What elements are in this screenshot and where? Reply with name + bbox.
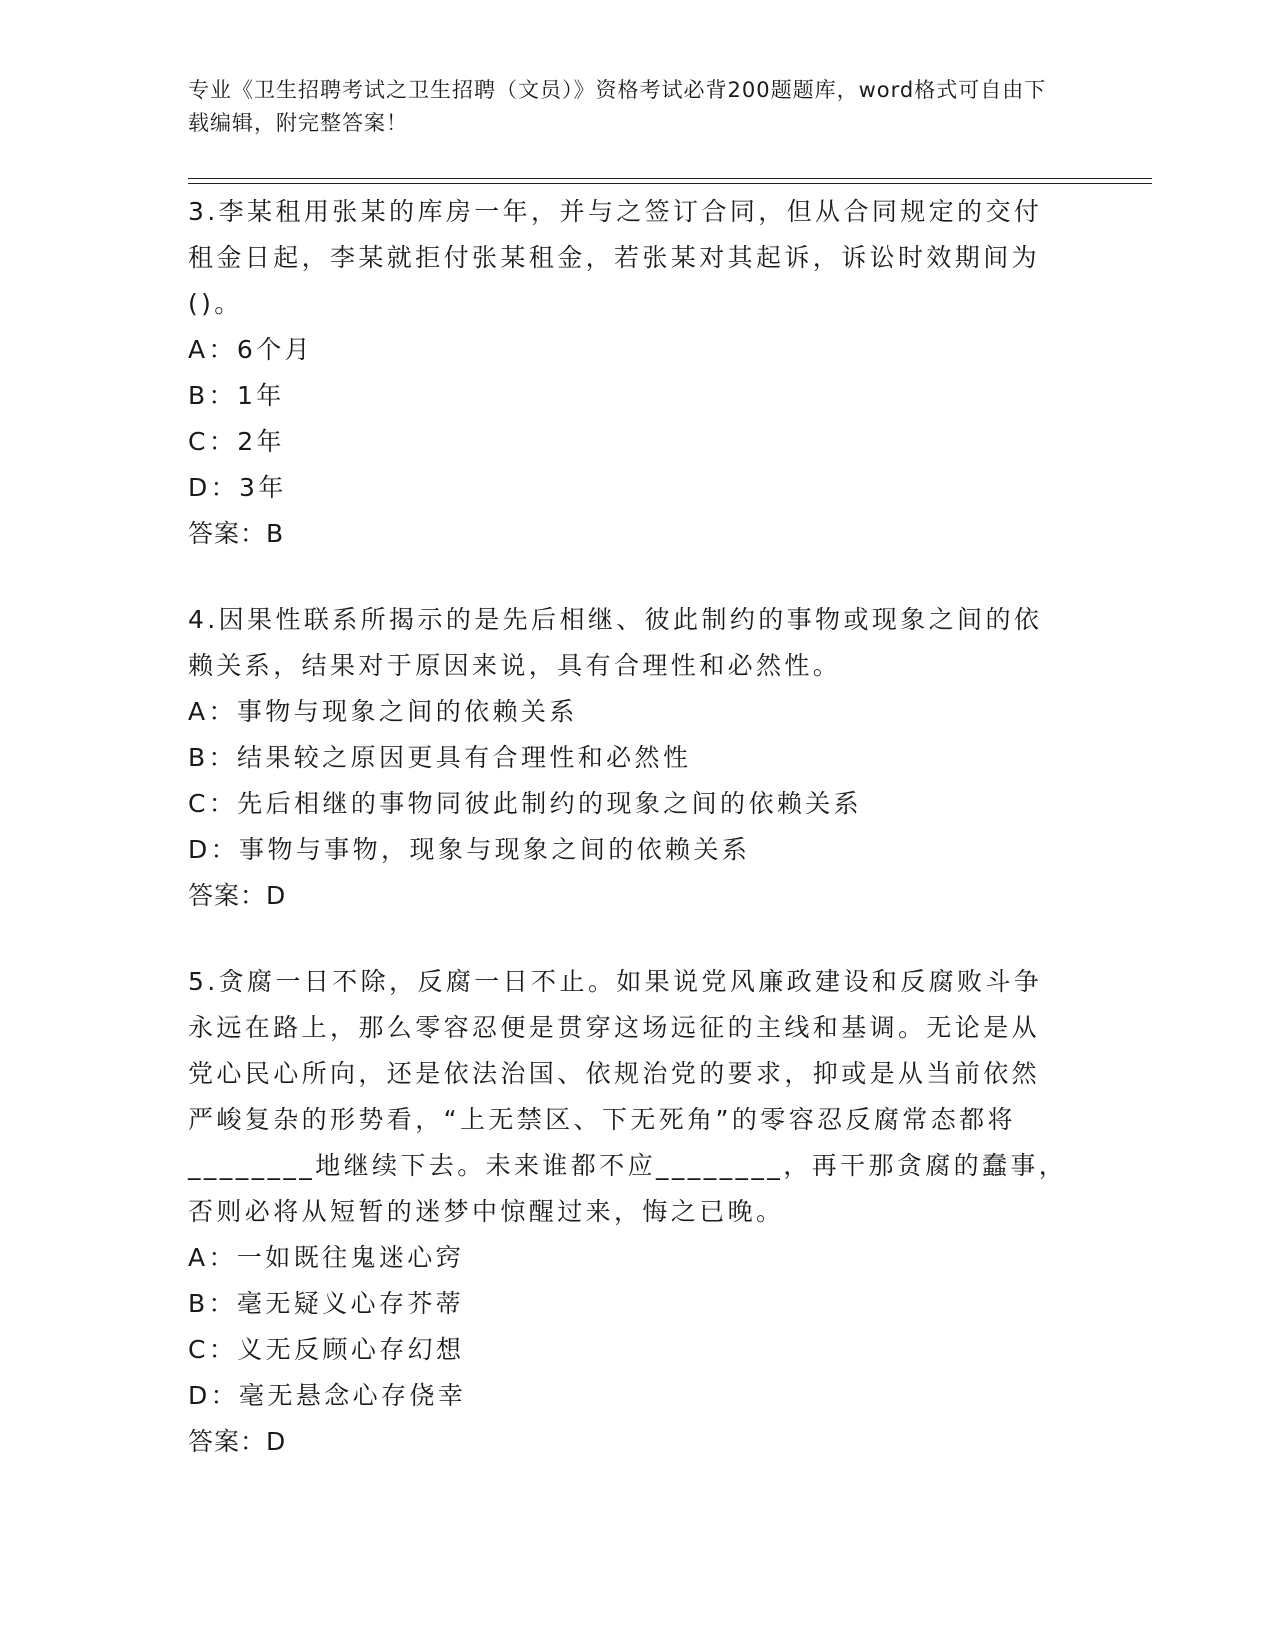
header-divider-top	[188, 178, 1152, 179]
option-a: A：事物与现象之间的依赖关系	[188, 697, 578, 726]
option-b: B：1年	[188, 381, 285, 410]
document-header: 专业《卫生招聘考试之卫生招聘（文员）》资格考试必背200题题库，word格式可自由下载编辑，附完整答案！	[188, 78, 1047, 135]
option-c: C：2年	[188, 427, 285, 456]
answer-line: 答案：D	[188, 881, 287, 910]
option-d: D：事物与事物，现象与现象之间的依赖关系	[188, 835, 751, 864]
option-a: A：6个月	[188, 335, 314, 364]
option-c: C：义无反顾心存幻想	[188, 1335, 465, 1364]
question-stem: 4.因果性联系所揭示的是先后相继、彼此制约的事物或现象之间的依赖关系，结果对于原因来说，具有合理性和必然性。	[188, 605, 1043, 680]
option-c: C：先后相继的事物同彼此制约的现象之间的依赖关系	[188, 789, 863, 818]
question-stem: 5.贪腐一日不除，反腐一日不止。如果说党风廉政建设和反腐败斗争永远在路上，那么零容忍便是贯穿这场远征的主线和基调。无论是从党心民心所向，还是依法治国、依规治党的要求，抑或是从当前依然严峻复杂的形势看，“上无禁区、下无死角”的零容忍反腐常态都将________地继续下去。未来谁都不应________，再干那贪腐的蠢事，否则必将从短暂的迷梦中惊醒过来，悔之已晚。	[188, 967, 1068, 1226]
option-d: D：3年	[188, 473, 287, 502]
answer-line: 答案：D	[188, 1427, 287, 1456]
option-d: D：毫无悬念心存侥幸	[188, 1381, 467, 1410]
option-b: B：结果较之原因更具有合理性和必然性	[188, 743, 692, 772]
header-divider-bottom	[188, 183, 1152, 184]
option-b: B：毫无疑义心存芥蒂	[188, 1289, 465, 1318]
question-5	[188, 959, 1068, 1465]
option-a: A：一如既往鬼迷心窍	[188, 1243, 465, 1272]
question-3	[188, 189, 1068, 557]
question-stem: 3.李某租用张某的库房一年，并与之签订合同，但从合同规定的交付租金日起，李某就拒付张某租金，若张某对其起诉，诉讼时效期间为()。	[188, 197, 1043, 318]
question-4	[188, 597, 1068, 919]
answer-line: 答案：B	[188, 519, 285, 548]
